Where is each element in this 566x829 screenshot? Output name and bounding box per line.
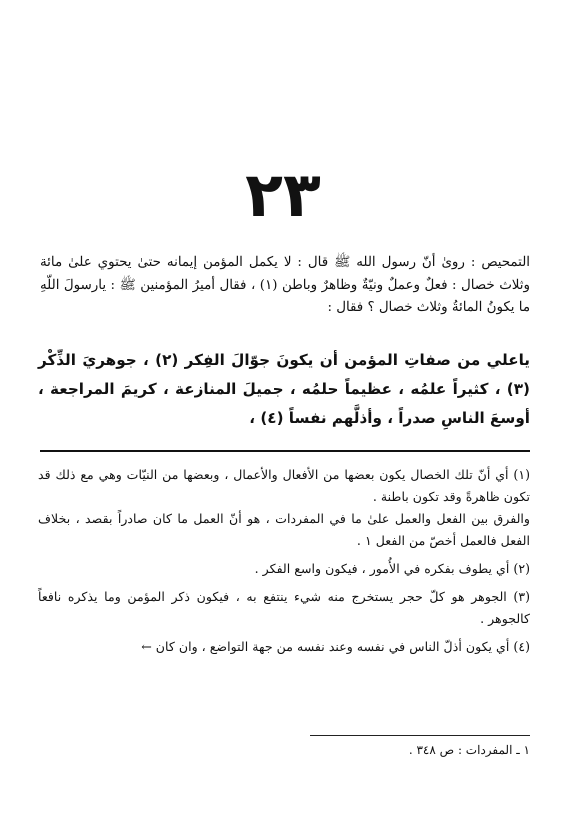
intro-text bbox=[40, 252, 530, 320]
page-footnote: ١ ـ المفردات : ص ٣٤٨ . bbox=[408, 743, 530, 757]
footnote-divider bbox=[40, 450, 530, 452]
intro-paragraph: التمحيص : روىٰ أنّ رسول الله ﷺ قال : لا يكمل المؤمن إيمانه حتىٰ يحتوي علىٰ مائة وثلاث خصال : فعلٌ وعملٌ ونيّةٌ وظاهرٌ وباطن (١) ، فقال أميرُ المؤمنين ﷺ : يارسولَ اللّهِ ما يكونُ المائةُ وثلاث خصال ؟ فقال : bbox=[40, 255, 530, 315]
footnote-1-continued: والفرق بين الفعل والعمل علىٰ ما في المفردات ، هو أنّ العمل ما كان صادراً بقصد ، بخلاف الفعل فالعمل أخصّ من الفعل ١ . bbox=[38, 511, 530, 548]
footnote-4: (٤) أي يكون أذلّ الناس في نفسه وعند نفسه من جهة التواضع ، وان كان ← bbox=[141, 639, 530, 654]
footnotes bbox=[38, 464, 530, 664]
chapter-number: ٢٣ bbox=[245, 158, 321, 231]
hadith-text bbox=[38, 346, 530, 433]
footnote-1: (١) أي أنّ تلك الخصال يكون بعضها من الأفعال والأعمال ، وبعضها من النيّات وهي مع ذلك قد تكون ظاهرةً وقد تكون باطنة . bbox=[38, 467, 530, 504]
page-footnote-rule bbox=[310, 735, 530, 736]
footnote-2: (٢) أي يطوف بفكره في الأُمور ، فيكون واسع الفكر . bbox=[254, 561, 530, 576]
hadith-paragraph: ياعلي من صفاتِ المؤمن أن يكونَ جوّالَ الفِكر (٢) ، جوهريَ الذِّكْر (٣) ، كثيراً علمُه ، عظيماً حلمُه ، جميلَ المنازعة ، كريمَ المراجعة ، أوسعَ الناسِ صدراً ، وأذلَّهم نفساً (٤) ، bbox=[38, 351, 530, 427]
footnote-3: (٣) الجوهر هو كلّ حجر يستخرج منه شيء ينتفع به ، فيكون ذكر المؤمن وما يذكره نافعاً كالجوهر . bbox=[38, 589, 530, 626]
